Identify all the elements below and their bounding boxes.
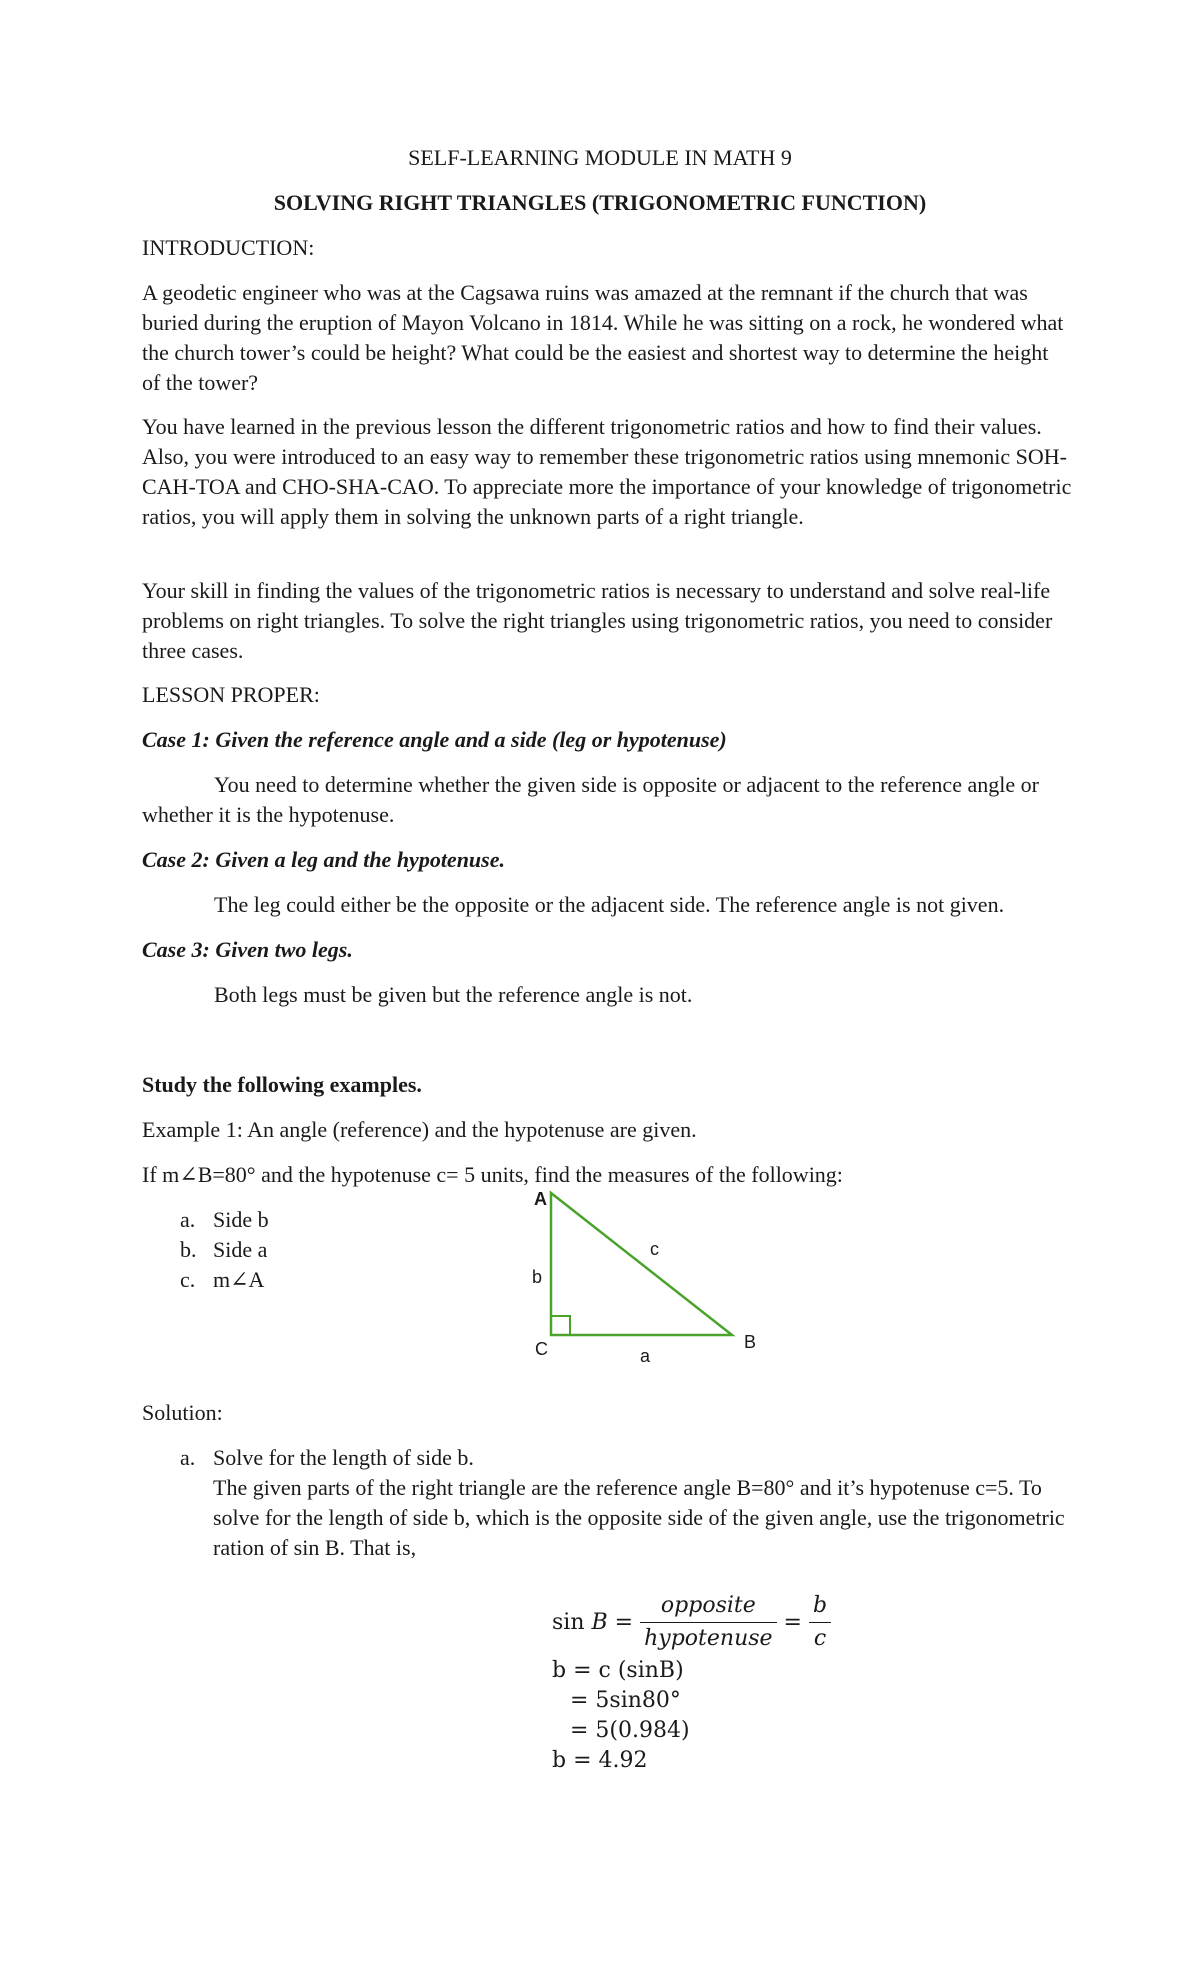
sin-function: sin <box>552 1609 585 1635</box>
list-item <box>142 1205 542 1235</box>
examples-heading: Study the following examples. <box>142 1072 422 1097</box>
solution-step-title: Solve for the length of side b. <box>213 1445 474 1470</box>
lesson-heading: LESSON PROPER: <box>142 682 320 707</box>
sine-ratio-equation <box>552 1592 831 1656</box>
lesson-title: SOLVING RIGHT TRIANGLES (TRIGONOMETRIC FUNCTION) <box>273 190 927 215</box>
case-2-text: The leg could either be the opposite or the adjacent side. The reference angle is not given. <box>214 892 1005 917</box>
angle-variable: B <box>591 1609 608 1635</box>
right-angle-marker <box>551 1316 570 1335</box>
list-item-label: m∠A <box>213 1267 265 1292</box>
introduction-heading: INTRODUCTION: <box>142 235 315 260</box>
example-1-prompt: If m∠B=80° and the hypotenuse c= 5 units, find the measures of the following: <box>142 1162 843 1187</box>
side-a-label: a <box>640 1346 651 1365</box>
b-over-c <box>809 1592 831 1653</box>
equals-sign: = <box>614 1609 634 1635</box>
vertex-c-label: C <box>535 1339 548 1359</box>
vertex-a-label: A <box>534 1189 547 1209</box>
example-1-title: Example 1: An angle (reference) and the hypotenuse are given. <box>142 1117 697 1142</box>
side-b-label: b <box>532 1267 543 1287</box>
list-item-label: Side a <box>213 1237 268 1262</box>
fraction-numerator: opposite <box>640 1592 776 1623</box>
intro-paragraph-2: You have learned in the previous lesson the different trigonometric ratios and how to find their values. Also, you were introduced to an easy way to remember these trigonometric ratios using mnemonic SOH-CAH-TOA and CHO-SHA-CAO. To appreciate more the importance of your knowledge of trigonometric ratios, you will apply them in solving the unknown parts of a right triangle. <box>142 414 1072 529</box>
solution-heading: Solution: <box>142 1400 223 1425</box>
solution-step-marker: a. <box>180 1445 196 1470</box>
case-1-text: You need to determine whether the given side is opposite or adjacent to the reference angle or whether it is the hypotenuse. <box>142 772 1039 827</box>
fraction-denominator: hypotenuse <box>644 1626 773 1651</box>
case-3-title: Case 3: Given two legs. <box>142 937 353 962</box>
intro-paragraph-1: A geodetic engineer who was at the Cagsawa ruins was amazed at the remnant if the church that was buried during the eruption of Mayon Volcano in 1814. While he was sitting on a rock, he wondered what the church tower’s could be height? What could be the easiest and shortest way to determine the height of the tower? <box>142 280 1064 395</box>
equation-line-4: b = 4.92 <box>552 1748 648 1773</box>
solution-step-text: The given parts of the right triangle are the reference angle B=80° and it’s hypotenuse c=5. To solve for the length of side b, which is the opposite side of the given angle, use the trigonometric ration of sin B. That is, <box>213 1475 1065 1560</box>
list-item <box>142 1235 542 1265</box>
side-c-label: c <box>650 1239 659 1259</box>
intro-paragraph-3: Your skill in finding the values of the trigonometric ratios is necessary to understand and solve real-life problems on right triangles. To solve the right triangles using trigonometric ratios, you need to consider three cases. <box>142 578 1053 663</box>
opposite-over-hypotenuse <box>640 1592 776 1653</box>
list-marker: a. <box>180 1207 196 1232</box>
example-1-items <box>142 1205 542 1295</box>
equation-line-2: = 5sin80° <box>570 1688 681 1713</box>
fraction-numerator: b <box>809 1592 831 1623</box>
list-marker: b. <box>180 1237 197 1262</box>
fraction-denominator: c <box>813 1626 827 1651</box>
triangle-outline <box>551 1193 732 1335</box>
module-title: SELF-LEARNING MODULE IN MATH 9 <box>408 145 792 170</box>
case-1-title: Case 1: Given the reference angle and a side (leg or hypotenuse) <box>142 727 727 752</box>
list-item <box>142 1265 542 1295</box>
equation-line-3: = 5(0.984) <box>570 1718 690 1743</box>
list-marker: c. <box>180 1267 196 1292</box>
equals-sign: = <box>783 1609 802 1635</box>
case-2-title: Case 2: Given a leg and the hypotenuse. <box>142 847 505 872</box>
vertex-b-label: B <box>744 1332 757 1352</box>
equation-line-1: b = c (sinB) <box>552 1658 684 1683</box>
case-3-text: Both legs must be given but the reference angle is not. <box>214 982 693 1007</box>
right-triangle-diagram <box>520 1185 780 1365</box>
list-item-label: Side b <box>213 1207 269 1232</box>
